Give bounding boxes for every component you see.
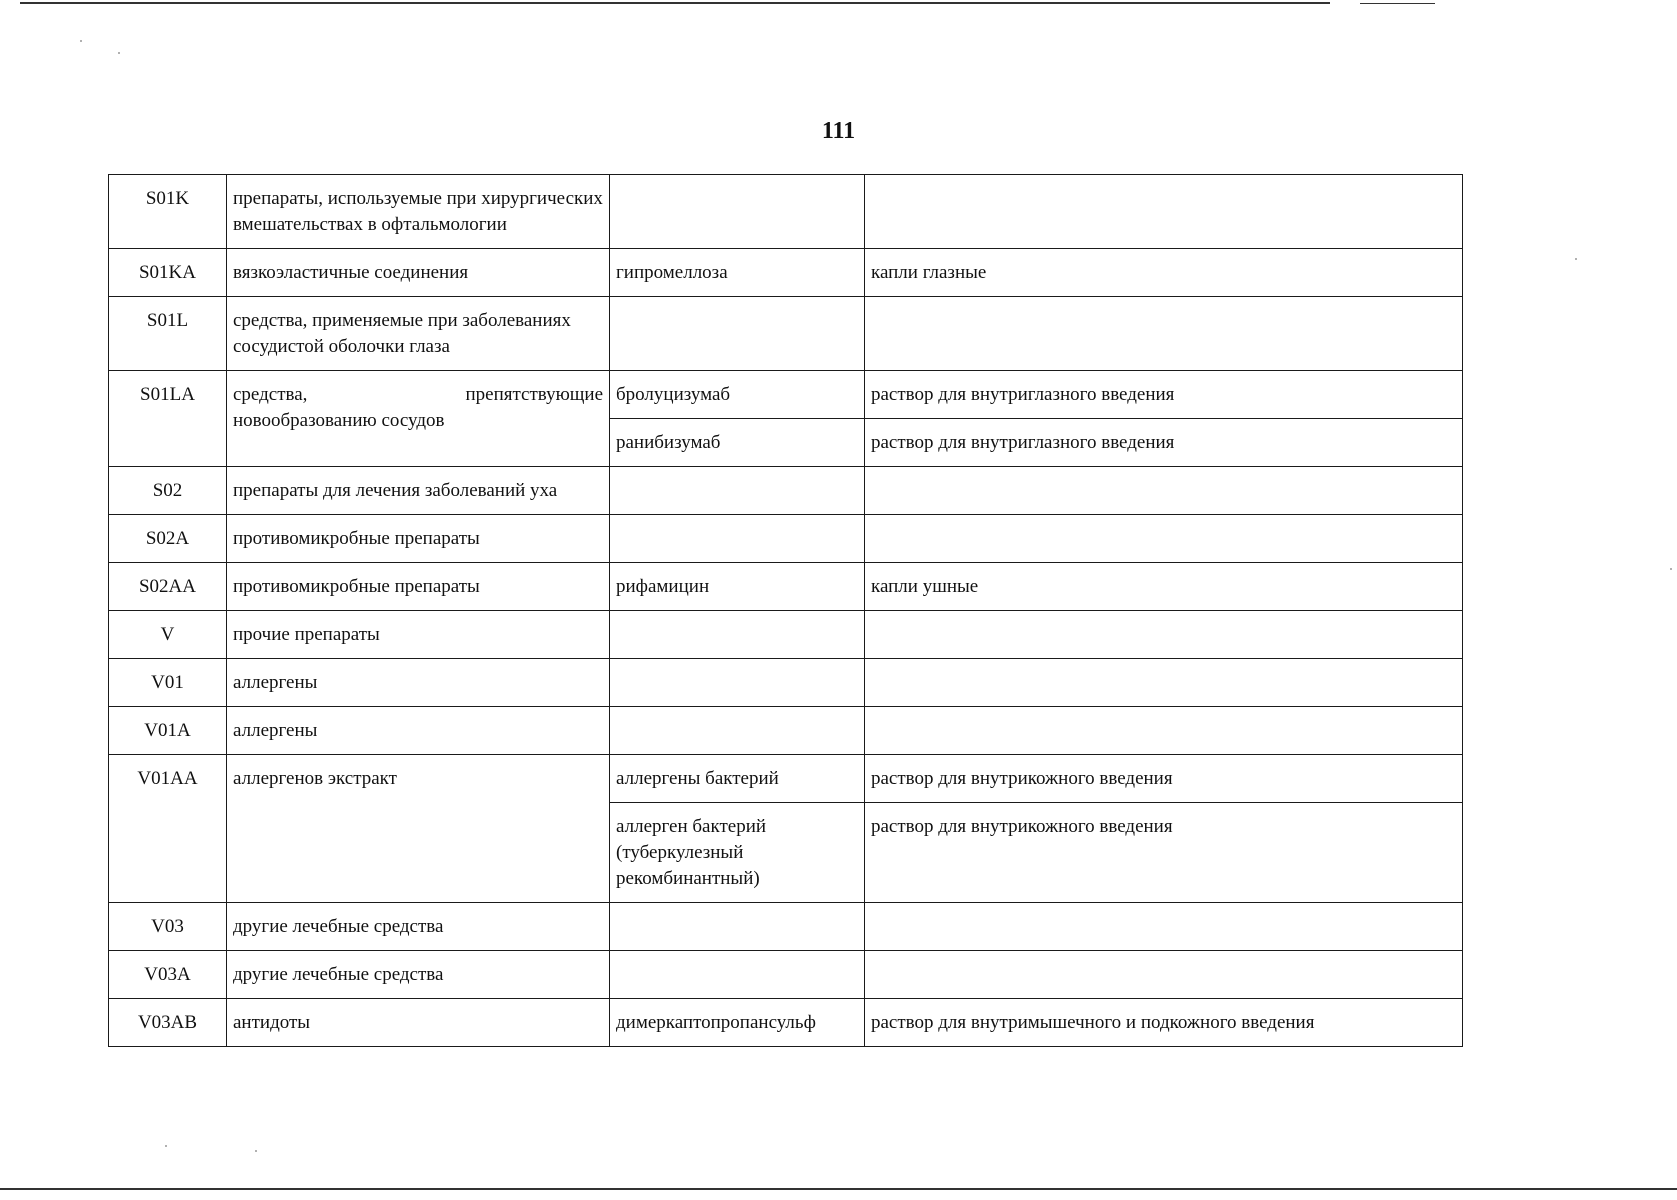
group-name-line: [233, 382, 603, 408]
table-row: [109, 175, 1463, 249]
atc-code-cell: V01A: [109, 707, 227, 755]
drug-name-cell: аллерген бактерий (туберкулезный рекомбинантный): [610, 803, 865, 903]
table-row: [109, 755, 1463, 803]
scan-edge-bottom: [0, 1188, 1677, 1190]
scan-speck: [1670, 568, 1672, 570]
dosage-form-cell: раствор для внутриглазного введения: [865, 419, 1463, 467]
scan-edge-top: [20, 2, 1330, 4]
scan-speck: [255, 1150, 257, 1152]
drug-name-cell: димеркаптопропансульф: [610, 999, 865, 1047]
drug-name-cell: ранибизумаб: [610, 419, 865, 467]
dosage-form-cell: [865, 175, 1463, 249]
table-row: [109, 371, 1463, 419]
dosage-form-cell: раствор для внутрикожного введения: [865, 803, 1463, 903]
table-row: [109, 611, 1463, 659]
table-row: [109, 999, 1463, 1047]
table-row: [109, 707, 1463, 755]
drug-name-cell: [610, 659, 865, 707]
group-name-cell: противомикробные препараты: [227, 515, 610, 563]
atc-code-cell: S02AA: [109, 563, 227, 611]
atc-code-cell: S01KA: [109, 249, 227, 297]
group-name-cell: противомикробные препараты: [227, 563, 610, 611]
dosage-form-cell: [865, 903, 1463, 951]
dosage-form-cell: [865, 707, 1463, 755]
table-row: [109, 515, 1463, 563]
atc-code-cell: V: [109, 611, 227, 659]
drug-name-cell: [610, 515, 865, 563]
drug-name-cell: [610, 467, 865, 515]
dosage-form-cell: [865, 467, 1463, 515]
atc-code-cell: V03: [109, 903, 227, 951]
group-name-cell: антидоты: [227, 999, 610, 1047]
atc-code-cell: V01AA: [109, 755, 227, 903]
table-row: [109, 297, 1463, 371]
group-name-word: препятствующие: [465, 384, 603, 405]
dosage-form-cell: капли глазные: [865, 249, 1463, 297]
drug-name-cell: бролуцизумаб: [610, 371, 865, 419]
page-number: 111: [821, 118, 856, 144]
dosage-form-cell: раствор для внутриглазного введения: [865, 371, 1463, 419]
atc-code-cell: S01K: [109, 175, 227, 249]
atc-code-cell: V03AB: [109, 999, 227, 1047]
drug-name-cell: [610, 903, 865, 951]
dosage-form-cell: капли ушные: [865, 563, 1463, 611]
table-row: [109, 659, 1463, 707]
drug-name-cell: [610, 175, 865, 249]
group-name-cell: вязкоэластичные соединения: [227, 249, 610, 297]
dosage-form-cell: [865, 659, 1463, 707]
atc-code-cell: V01: [109, 659, 227, 707]
dosage-form-cell: [865, 515, 1463, 563]
drug-name-cell: [610, 611, 865, 659]
drug-name-cell: [610, 707, 865, 755]
group-name-cell: препараты, используемые при хирургических вмешательствах в офтальмологии: [227, 175, 610, 249]
drug-name-cell: [610, 951, 865, 999]
scan-speck: [118, 52, 120, 54]
group-name-cell: аллергены: [227, 659, 610, 707]
group-name-word: средства,: [233, 384, 308, 405]
group-name-line: новообразованию сосудов: [233, 410, 445, 431]
atc-code-cell: S01L: [109, 297, 227, 371]
table-row: [109, 951, 1463, 999]
atc-code-cell: V03A: [109, 951, 227, 999]
group-name-cell: средства, применяемые при заболеваниях сосудистой оболочки глаза: [227, 297, 610, 371]
scan-speck: [165, 1145, 167, 1147]
atc-code-cell: S01LA: [109, 371, 227, 467]
group-name-cell: [227, 371, 610, 467]
group-name-cell: аллергены: [227, 707, 610, 755]
group-name-cell: другие лечебные средства: [227, 951, 610, 999]
scan-edge-top-fragment: [1360, 3, 1435, 4]
group-name-cell: прочие препараты: [227, 611, 610, 659]
dosage-form-cell: [865, 611, 1463, 659]
table-row: [109, 249, 1463, 297]
drug-name-cell: рифамицин: [610, 563, 865, 611]
atc-code-cell: S02A: [109, 515, 227, 563]
atc-code-cell: S02: [109, 467, 227, 515]
drug-name-cell: аллергены бактерий: [610, 755, 865, 803]
dosage-form-cell: раствор для внутрикожного введения: [865, 755, 1463, 803]
scan-speck: [1575, 258, 1577, 260]
atc-drug-table: [108, 174, 1463, 1047]
dosage-form-cell: раствор для внутримышечного и подкожного введения: [865, 999, 1463, 1047]
group-name-cell: препараты для лечения заболеваний уха: [227, 467, 610, 515]
table-row: [109, 903, 1463, 951]
table-row: [109, 563, 1463, 611]
dosage-form-cell: [865, 297, 1463, 371]
group-name-cell: другие лечебные средства: [227, 903, 610, 951]
group-name-cell: аллергенов экстракт: [227, 755, 610, 903]
drug-name-cell: [610, 297, 865, 371]
scan-speck: [80, 40, 82, 42]
drug-name-cell: гипромеллоза: [610, 249, 865, 297]
dosage-form-cell: [865, 951, 1463, 999]
table-row: [109, 467, 1463, 515]
